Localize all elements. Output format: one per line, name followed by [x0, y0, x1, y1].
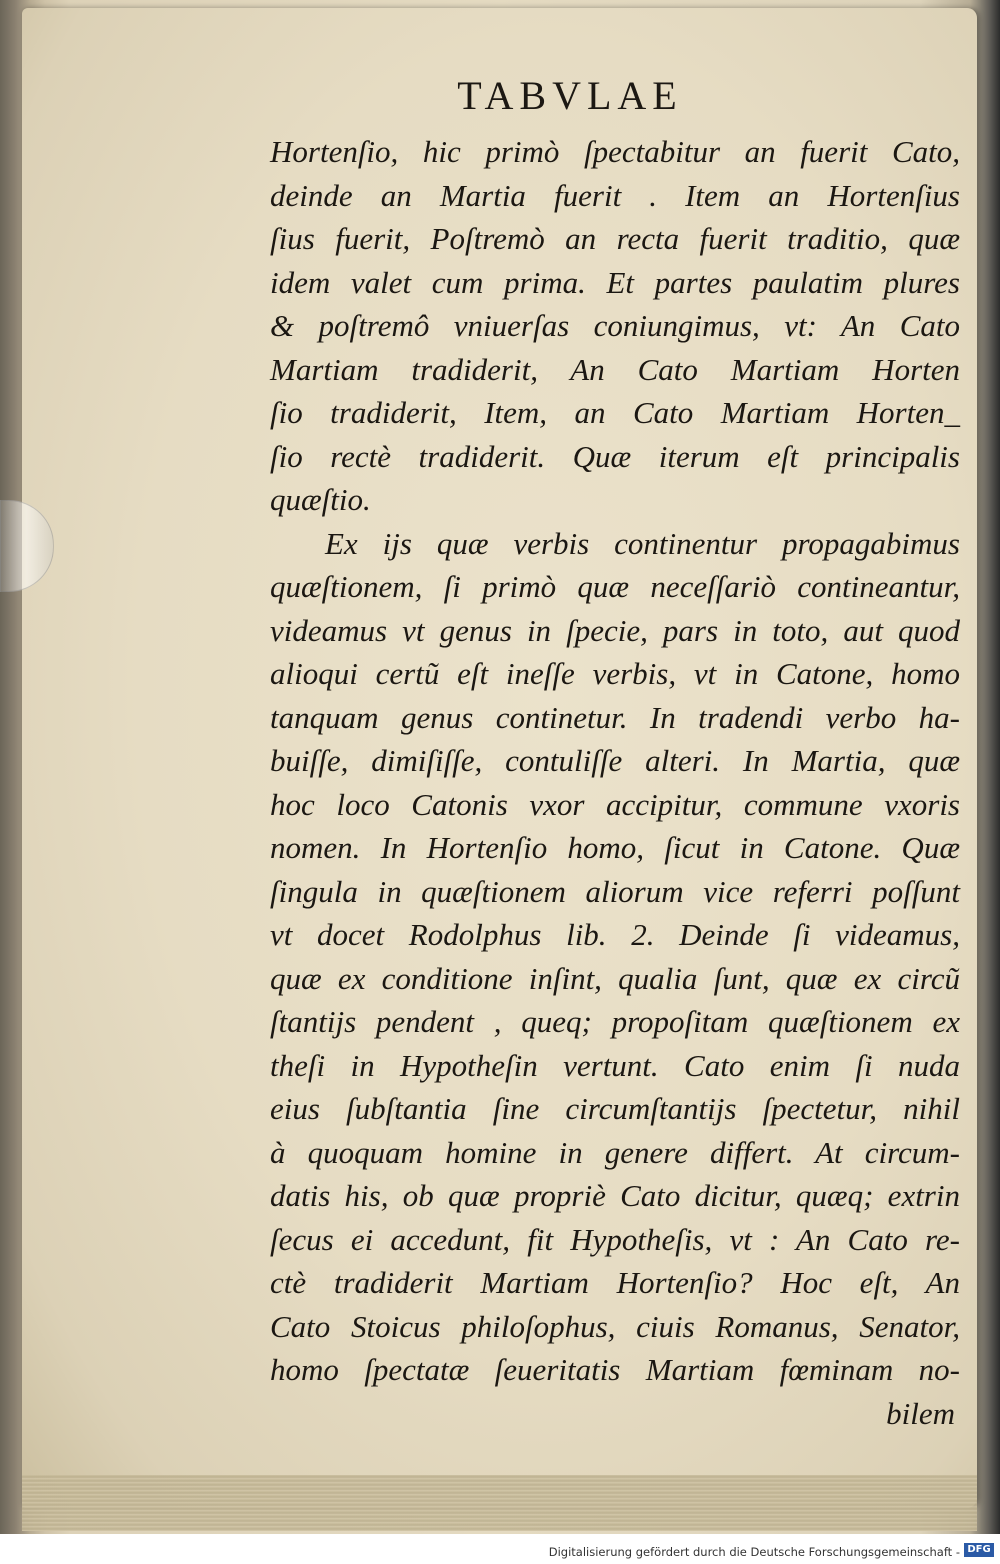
text-line: deinde an Martia fuerit . Item an Hortenſius [270, 177, 960, 213]
text-line: ſio rectè tradiderit. Quæ iterum eſt principalis [270, 438, 960, 474]
text-line: Cato Stoicus philoſophus, ciuis Romanus, Senator, [270, 1308, 960, 1344]
text-line: eius ſubſtantia ſine circumſtantijs ſpectetur, nihil [270, 1091, 960, 1126]
text-line: ſio tradiderit, Item, an Cato Martiam Horten_ [270, 395, 960, 430]
running-head: TABVLAE [457, 73, 683, 118]
text-line: ſtantijs pendent , queq; propoſitam quæſtionem ex [270, 1004, 960, 1039]
text-line: & poſtremô vniuerſas coniungimus, vt: An Cato [270, 308, 960, 343]
text-line: vt docet Rodolphus lib. 2. Deinde ſi videamus, [270, 917, 960, 952]
text-line: ctè tradiderit Martiam Hortenſio? Hoc eſt, An [270, 1265, 960, 1300]
text-line: idem valet cum prima. Et partes paulatim plures [270, 264, 960, 300]
text-line: datis his, ob quæ propriè Cato dicitur, quæq; extrin [270, 1178, 960, 1213]
text-line: ſius fuerit, Poſtremò an recta fuerit traditio, quæ [270, 221, 960, 256]
text-line: quæ ex conditione inſint, qualia ſunt, quæ ex circũ [270, 960, 960, 996]
text-line: quæſtionem, ſi primò quæ neceſſariò contineantur, [270, 569, 960, 604]
text-line: à quoquam homine in genere differt. At circum- [270, 1134, 960, 1170]
catchword: bilem [886, 1395, 955, 1431]
text-line: buiſſe, dimiſiſſe, contuliſſe alteri. In Martia, quæ [270, 743, 960, 778]
text-line: quæſtio. [270, 482, 371, 517]
text-line: ſecus ei accedunt, fit Hypotheſis, vt : An Cato re- [270, 1221, 960, 1257]
body-text [270, 130, 960, 1435]
dfg-logo: DFG [964, 1543, 994, 1557]
text-line: Hortenſio, hic primò ſpectabitur an fuerit Cato, [270, 134, 960, 169]
text-line: theſi in Hypotheſin vertunt. Cato enim ſi nuda [270, 1047, 960, 1083]
digitization-credit: Digitalisierung gefördert durch die Deutsche Forschungsgemeinschaft - [548, 1545, 960, 1559]
text-line: nomen. In Hortenſio homo, ſicut in Catone. Quæ [270, 830, 960, 865]
text-line: hoc loco Catonis vxor accipitur, commune vxoris [270, 786, 960, 822]
text-line: ſingula in quæſtionem aliorum vice referri poſſunt [270, 873, 960, 909]
text-line: alioqui certũ eſt ineſſe verbis, vt in Catone, homo [270, 656, 960, 691]
text-line: Martiam tradiderit, An Cato Martiam Horten [270, 351, 960, 387]
text-line: Ex ijs quæ verbis continentur propagabimus [325, 525, 960, 561]
text-line: homo ſpectatæ ſeueritatis Martiam fœminam no- [270, 1352, 960, 1387]
text-line: videamus vt genus in ſpecie, pars in toto, aut quod [270, 612, 960, 648]
text-line: tanquam genus continetur. In tradendi verbo ha- [270, 699, 960, 735]
page-edges [22, 1475, 977, 1531]
